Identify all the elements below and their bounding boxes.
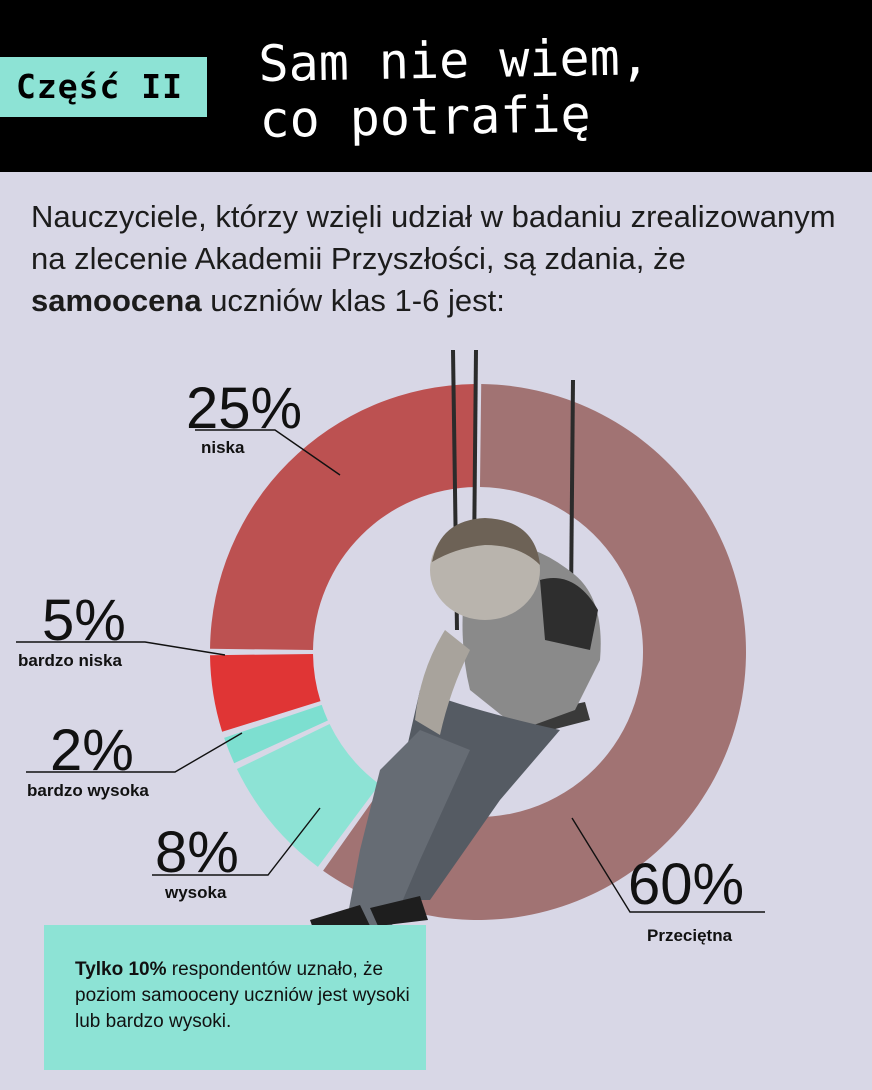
summary-note-emphasis: Tylko 10% [75, 959, 167, 980]
page-title [258, 26, 860, 148]
bardzo-niska-label: bardzo niska [18, 651, 122, 670]
page-title-line-2: co potrafię [258, 85, 592, 149]
niska-label: niska [201, 438, 245, 457]
section-badge: Część II [0, 57, 207, 117]
bardzo-niska-value: 5% [42, 588, 126, 653]
donut-chart [0, 330, 872, 950]
page-title-line-1: Sam nie wiem, [257, 28, 651, 93]
header-bar [0, 0, 872, 172]
wysoka-value: 8% [155, 820, 239, 885]
summary-note-rest: respondentów uznało, że poziom samooceny uczniów jest wysoki lub bardzo wysoki. [75, 959, 410, 1032]
intro-text-emphasis: samoocena [31, 283, 202, 318]
przecietna-value: 60% [628, 852, 745, 917]
intro-text [31, 196, 851, 322]
bardzo-wysoka-label: bardzo wysoka [27, 781, 149, 800]
wysoka-label: wysoka [165, 883, 227, 902]
bardzo-wysoka-value: 2% [50, 718, 134, 783]
intro-text-part-1: Nauczyciele, którzy wzięli udział w badaniu zrealizowanym na zlecenie Akademii Przyszłości, są zdania, że [31, 199, 836, 276]
przecietna-label: Przeciętna [647, 926, 733, 945]
niska-value: 25% [186, 376, 303, 441]
summary-note [44, 925, 426, 1070]
intro-text-part-2: uczniów klas 1-6 jest: [201, 283, 505, 318]
summary-note-text [75, 957, 415, 1035]
